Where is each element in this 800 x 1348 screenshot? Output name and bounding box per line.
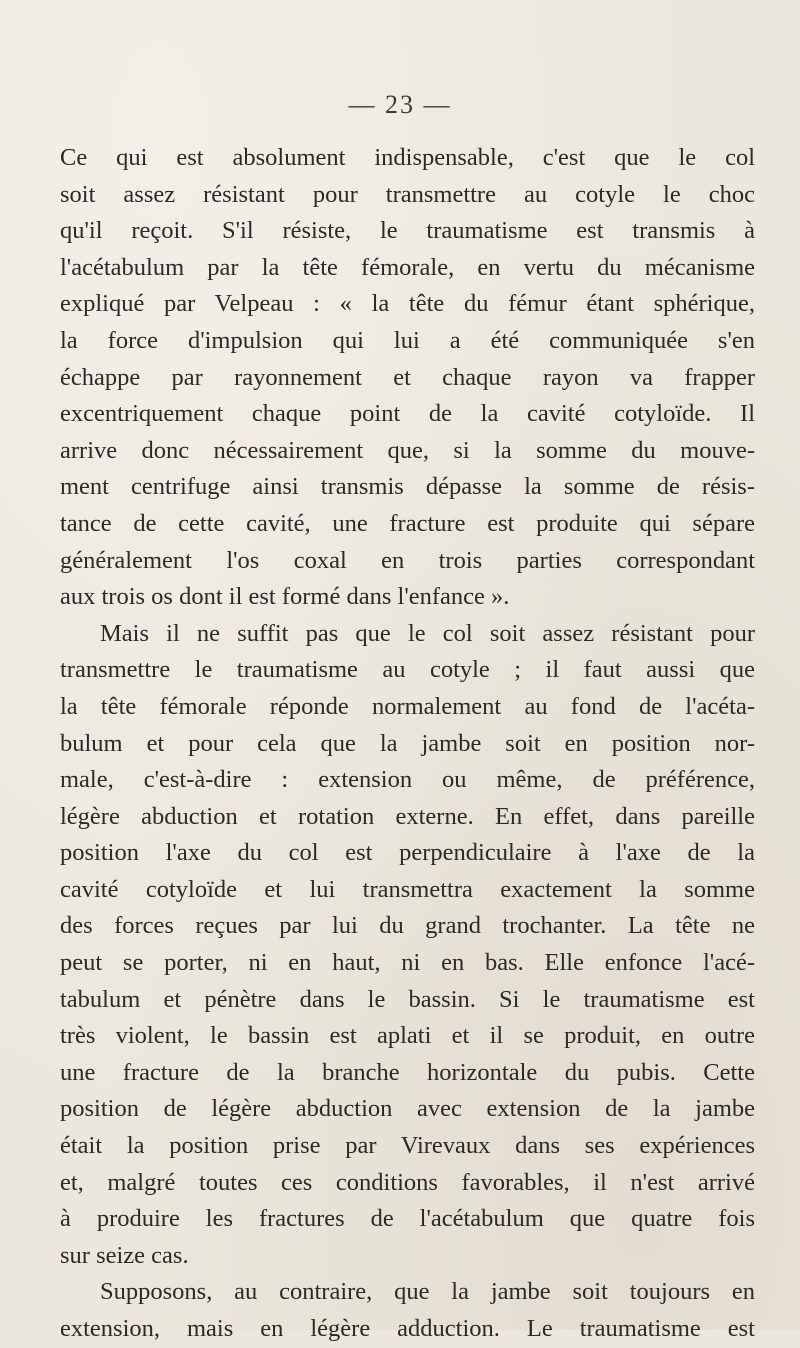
text-line: qu'il reçoit. S'il résiste, le traumatisme est transmis à xyxy=(60,217,755,245)
text-line: légère abduction et rotation externe. En effet, dans pareille xyxy=(60,802,755,830)
paragraph-1 xyxy=(60,140,755,616)
page-number: — 23 — xyxy=(348,90,452,119)
paragraph-2 xyxy=(60,616,755,1275)
text-line: la force d'impulsion qui lui a été communiquée s'en xyxy=(60,326,755,354)
text-line: ment centrifuge ainsi transmis dépasse la somme de résis- xyxy=(60,473,755,501)
text-line: excentriquement chaque point de la cavité cotyloïde. Il xyxy=(60,400,755,428)
text-line: Supposons, au contraire, que la jambe soit toujours en xyxy=(100,1278,755,1306)
text-line: très violent, le bassin est aplati et il se produit, en outre xyxy=(60,1022,755,1050)
text-line: une fracture de la branche horizontale du pubis. Cette xyxy=(60,1058,755,1086)
text-line: échappe par rayonnement et chaque rayon va frapper xyxy=(60,363,755,391)
text-line: aux trois os dont il est formé dans l'enfance ». xyxy=(60,583,510,611)
text-line: arrive donc nécessairement que, si la somme du mouve- xyxy=(60,436,755,464)
text-line: la tête fémorale réponde normalement au fond de l'acéta- xyxy=(60,692,755,720)
text-line: bulum et pour cela que la jambe soit en position nor- xyxy=(60,729,755,757)
text-line: Ce qui est absolument indispensable, c'est que le col xyxy=(60,144,755,171)
text-line: tabulum et pénètre dans le bassin. Si le traumatisme est xyxy=(60,985,755,1013)
text-line: expliqué par Velpeau : « la tête du fémur étant sphérique, xyxy=(60,290,755,318)
text-line: position l'axe du col est perpendiculaire à l'axe de la xyxy=(60,839,755,867)
text-line: Mais il ne suffit pas que le col soit assez résistant pour xyxy=(100,619,755,647)
text-line: à produire les fractures de l'acétabulum que quatre fois xyxy=(60,1205,755,1233)
text-line: tance de cette cavité, une fracture est produite qui sépare xyxy=(60,509,755,537)
paragraph-3 xyxy=(60,1274,755,1347)
text-line: l'acétabulum par la tête fémorale, en vertu du mécanisme xyxy=(60,253,755,281)
text-line: transmettre le traumatisme au cotyle ; il faut aussi que xyxy=(60,656,755,684)
text-line: généralement l'os coxal en trois parties correspondant xyxy=(60,546,755,574)
body-text xyxy=(60,140,755,1348)
text-line: position de légère abduction avec extension de la jambe xyxy=(60,1095,755,1123)
text-line: extension, mais en légère adduction. Le traumatisme est xyxy=(60,1315,755,1342)
text-line: male, c'est-à-dire : extension ou même, de préférence, xyxy=(60,766,755,794)
text-line: sur seize cas. xyxy=(60,1241,189,1269)
text-line: soit assez résistant pour transmettre au cotyle le choc xyxy=(60,180,755,208)
text-line: des forces reçues par lui du grand trochanter. La tête ne xyxy=(60,912,755,940)
text-line: cavité cotyloïde et lui transmettra exactement la somme xyxy=(60,875,755,903)
text-line: était la position prise par Virevaux dans ses expériences xyxy=(60,1132,755,1160)
text-line: peut se porter, ni en haut, ni en bas. Elle enfonce l'acé- xyxy=(60,949,755,977)
text-line: et, malgré toutes ces conditions favorables, il n'est arrivé xyxy=(60,1168,755,1196)
